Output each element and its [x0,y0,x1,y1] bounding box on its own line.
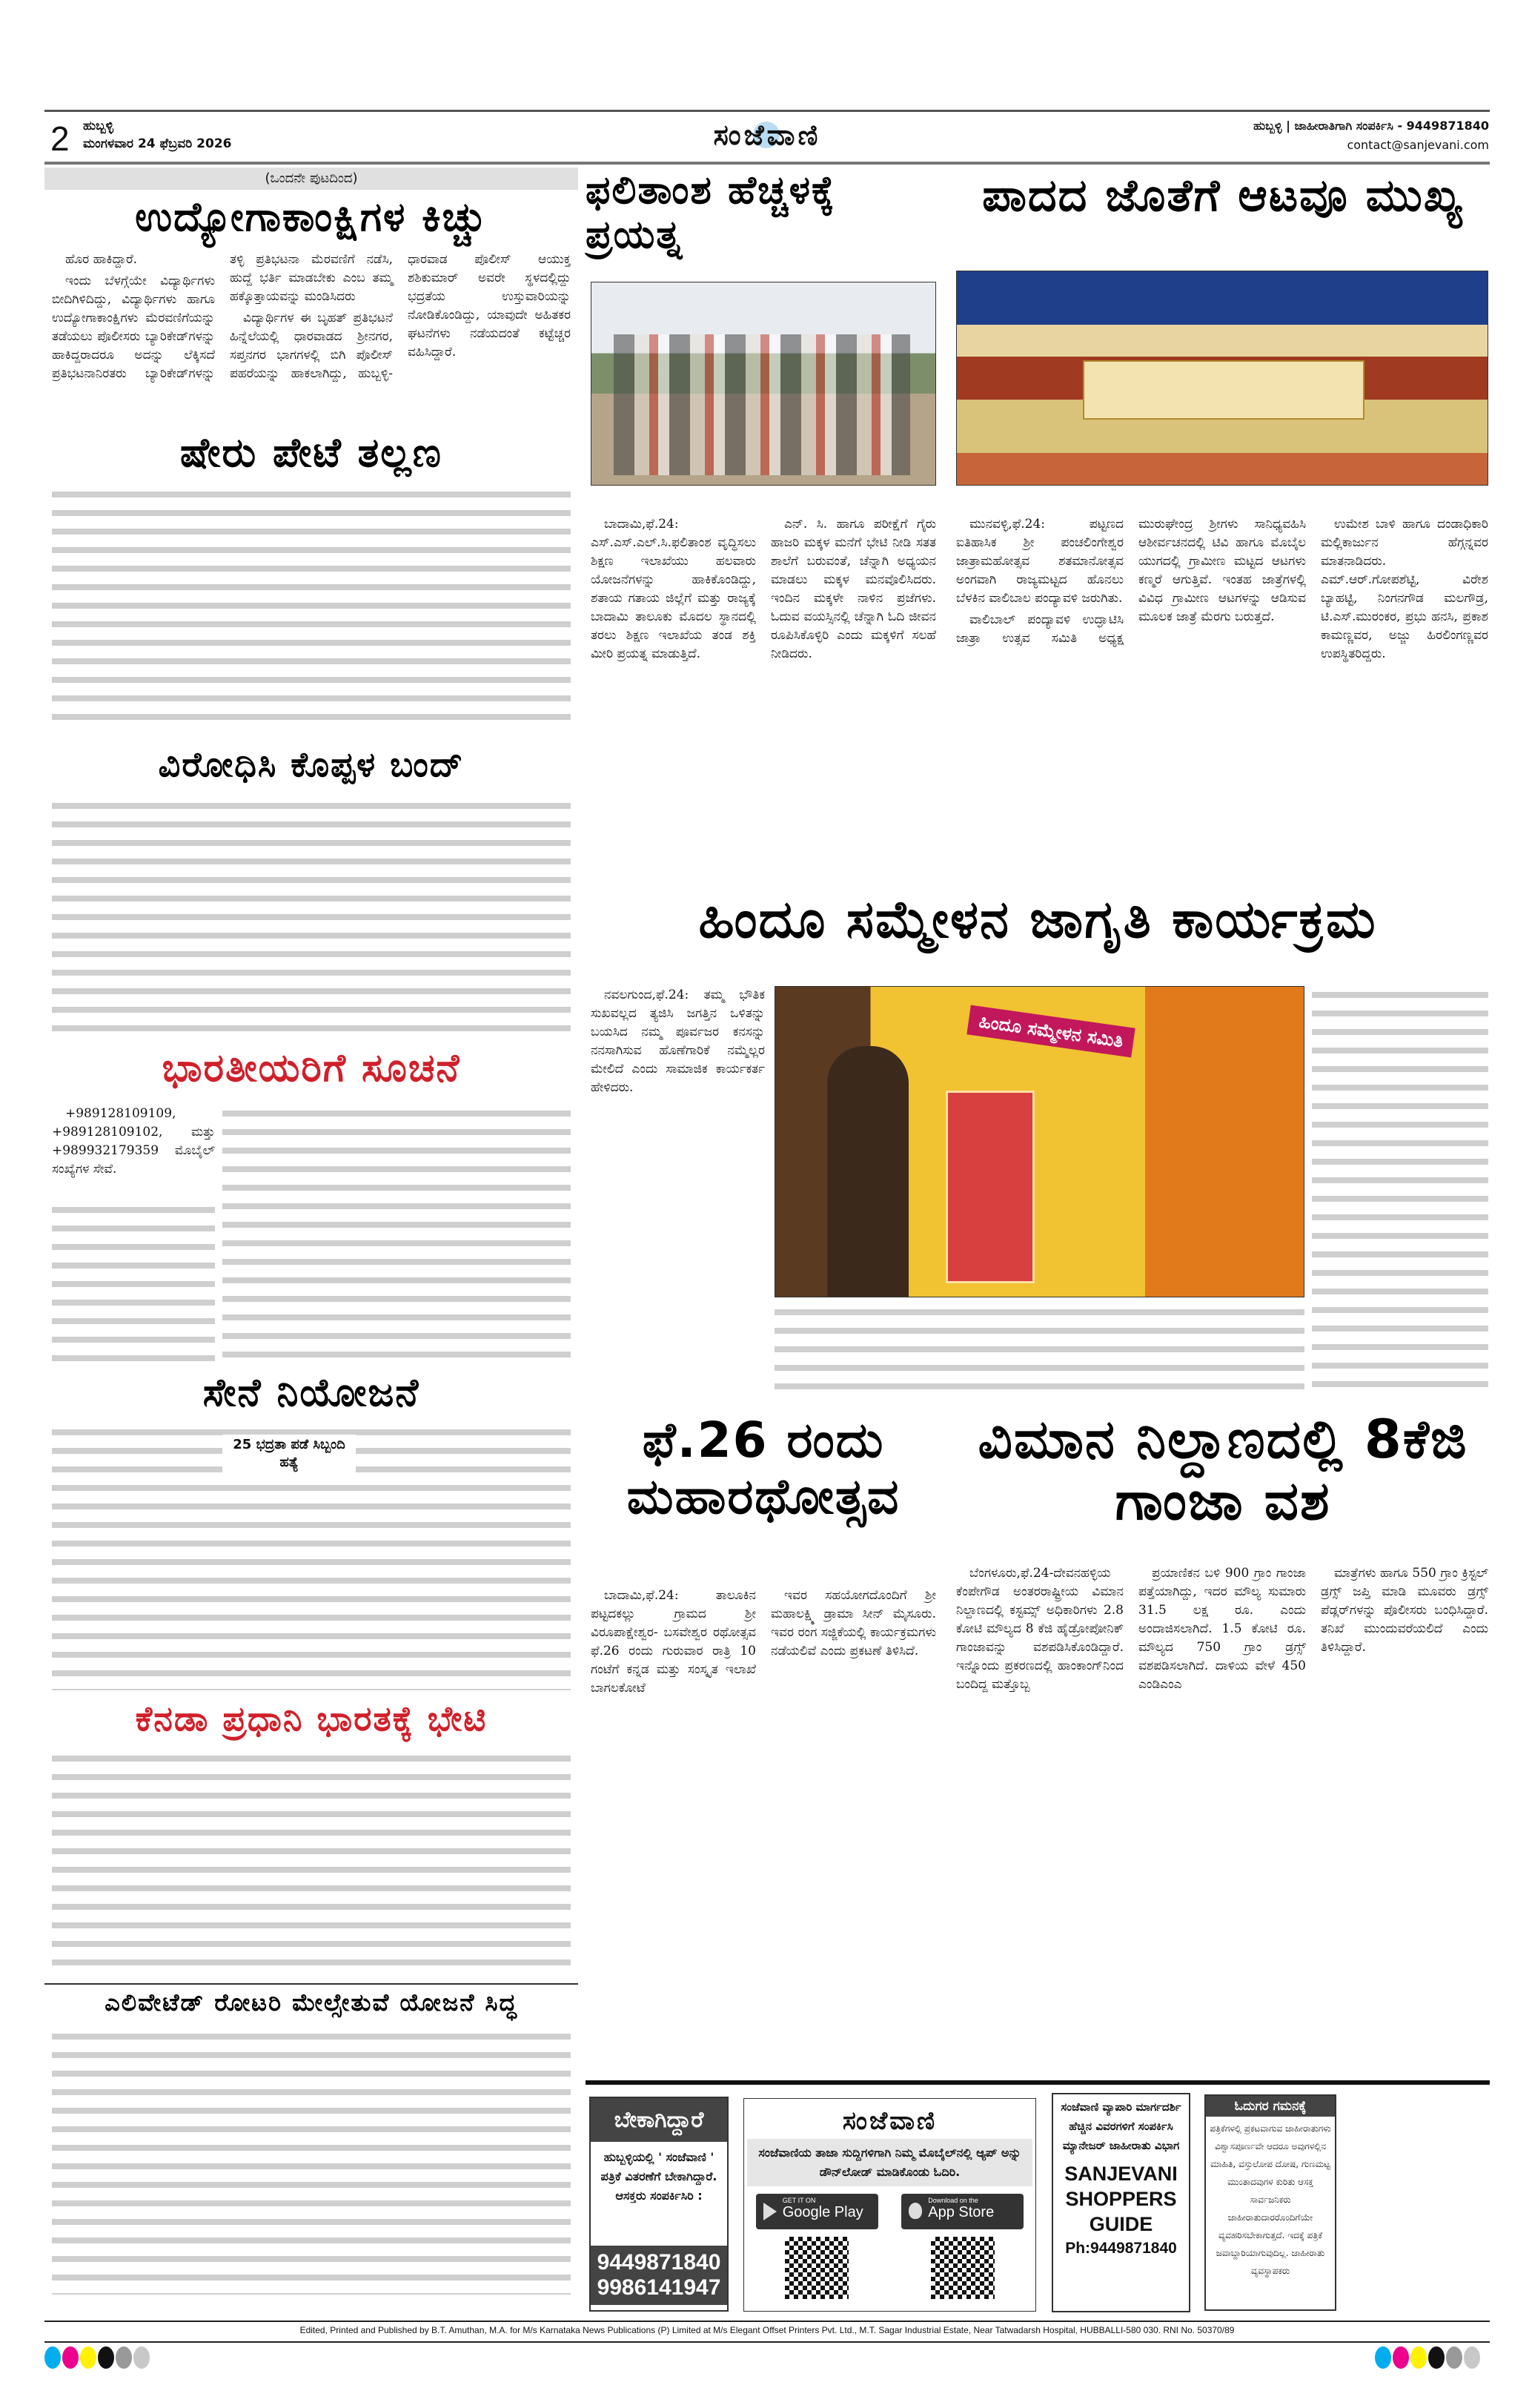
ad-app-download: ಸಂಜೆವಾಣಿ ಸಂಜೆವಾಣಿಯ ತಾಜಾ ಸುದ್ದಿಗಳಿಗಾಗಿ ನಿಮ್ಮ ಮೊಬೈಲ್‌ನಲ್ಲಿ ಆ್ಯಪ್ ಅನ್ನು ಡೌನ್‌ಲೋಡ್ ಮಾಡಿಕೊಂಡು ಓದಿರಿ. GET IT ON Google Play Download on the App Store [743,2098,1036,2312]
article-job-aspirants: ಹೊರ ಹಾಕಿದ್ದಾರೆ. ಇಂದು ಬೆಳಗ್ಗೆಯೇ ವಿದ್ಯಾರ್ಥಿಗಳು ಬೀದಿಗಿಳಿದಿದ್ದು, ವಿದ್ಯಾರ್ಥಿಗಳು ಹಾಗೂ ಉದ್ಯೋಗಾಕಾಂಕ್ಷಿಗಳು ಮೆರವಣಿಗೆಯನ್ನು ತಡೆಯಲು ಪೊಲೀಸರು ಬ್ಯಾರಿಕೇಡ್‌ಗಳನ್ನು ಹಾಕಿದ್ದರಾದರೂ ಅದನ್ನು ಲೆಕ್ಕಿಸದೆ ಪ್ರತಿಭಟನಾನಿರತರು ಬ್ಯಾರಿಕೇಡ್‌ಗಳನ್ನು ತಳ್ಳಿ ಪ್ರತಿಭಟನಾ ಮೆರವಣಿಗೆ ನಡೆಸಿ, ಹುದ್ದೆ ಭರ್ತಿ ಮಾಡಬೇಕು ಎಂಬ ತಮ್ಮ ಹಕ್ಕೊತ್ತಾಯವನ್ನು ಮಂಡಿಸಿದರು ವಿದ್ಯಾರ್ಥಿಗಳ ಈ ಬೃಹತ್ ಪ್ರತಿಭಟನೆ ಹಿನ್ನೆಲೆಯಲ್ಲಿ ಧಾರವಾಡದ ಶ್ರೀನಗರ, ಸಪ್ತನಗರ ಭಾಗಗಳಲ್ಲಿ ಬಿಗಿ ಪೊಲೀಸ್ ಪಹರೆಯನ್ನು ಹಾಕಲಾಗಿದ್ದು, ಹುಬ್ಬಳ್ಳಿ-ಧಾರವಾಡ ಪೊಲೀಸ್ ಆಯುಕ್ತ ಶಶಿಕುಮಾರ್ ಅವರೇ ಸ್ಥಳದಲ್ಲಿದ್ದು ಭದ್ರತೆಯ ಉಸ್ತುವಾರಿಯನ್ನು ನೋಡಿಕೊಂಡಿದ್ದು, ಯಾವುದೇ ಅಹಿತಕರ ಘಟನೆಗಳು ನಡೆಯದಂತೆ ಕಟ್ಟೆಚ್ಚರ ವಹಿಸಿದ್ದಾರೆ. [52,252,571,381]
headline-army-deployment: ಸೇನೆ ನಿಯೋಜನೆ [202,1371,420,1415]
ad-contact-line: ಹುಬ್ಬಳ್ಳಿ | ಜಾಹೀರಾತಿಗಾಗಿ ಸಂಪರ್ಕಿಸಿ - 9449871840 [1253,119,1489,133]
body-placeholder [52,1201,215,1364]
photo-hindu-sammelana-stage [775,986,1304,1297]
body-placeholder [52,486,571,730]
registration-marks-right [1375,2346,1482,2372]
body-placeholder [52,2028,571,2295]
body-placeholder [1312,986,1488,1394]
headline-canada-pm: ಕೆನಡಾ ಪ್ರಧಾನಿ ಭಾರತಕ್ಕೆ ಭೇಟಿ [135,1698,488,1739]
headline-hindu-sammelana: ಹಿಂದೂ ಸಮ್ಮೇಳನ ಜಾಗೃತಿ ಕಾರ್ಯಕ್ರಮ [698,889,1377,950]
google-play-button[interactable]: GET IT ON Google Play [756,2194,878,2229]
headline-notice-indians: ಭಾರತೀಯರಿಗೆ ಸೂಚನೆ [162,1046,461,1091]
shoppers-phone[interactable]: Ph:9449871840 [1065,2240,1177,2257]
edition-city: ಹುಬ್ಬಳ್ಳಿ [83,119,113,133]
photo-volleyball-event [956,271,1488,486]
body-placeholder [52,1750,571,1972]
article-sports-important: ಮುನವಳ್ಳಿ,ಫೆ.24: ಪಟ್ಟಣದ ಐತಿಹಾಸಿಕ ಶ್ರೀ ಪಂಚಲಿಂಗೇಶ್ವರ ಜಾತ್ರಾಮಹೋತ್ಸವ ಶತಮಾನೋತ್ಸವ ಅಂಗವಾಗಿ ರಾಜ್ಯಮಟ್ಟದ ಹೊನಲು ಬೆಳಕಿನ ವಾಲಿಬಾಲ ಪಂದ್ಯಾವಳಿ ಜರುಗಿತು. ವಾಲಿಬಾಲ್ ಪಂದ್ಯಾವಳಿ ಉದ್ಘಾಟಿಸಿ ಜಾತ್ರಾ ಉತ್ಸವ ಸಮಿತಿ ಅಧ್ಯಕ್ಷ ಮುರುಘೇಂದ್ರ ಶ್ರೀಗಳು ಸಾನಿಧ್ಯವಹಿಸಿ ಆಶೀರ್ವಚನದಲ್ಲಿ ಟಿವಿ ಹಾಗೂ ಮೊಬೈಲ ಯುಗದಲ್ಲಿ ಗ್ರಾಮೀಣ ಮಟ್ಟದ ಆಟಗಳು ಕಣ್ಮರೆ ಆಗುತ್ತಿವೆ. ಇಂತಹ ಜಾತ್ರೆಗಳಲ್ಲಿ ವಿವಿಧ ಗ್ರಾಮೀಣ ಆಟಗಳನ್ನು ಆಡಿಸುವ ಮೂಲಕ ಜಾತ್ರೆ ಮೆರಗು ಬರುತ್ತದೆ. ಉಮೇಶ ಬಾಳಿ ಹಾಗೂ ದಂಡಾಧಿಕಾರಿ ಮಲ್ಲಿಕಾರ್ಜುನ ಹೆಗ್ಗನ್ನವರ ಮಾತನಾಡಿದರು. ಎಮ್.ಆರ್.ಗೋಪಶೆಟ್ಟಿ, ವಿರೇಶ ಬ್ಯಾಹಟ್ಟಿ, ನಿಂಗನಗೌಡ ಮಲಗೌಡ್ರ, ಟಿ.ಎಸ್.ಮುರಂಕರ, ಪ್ರಭು ಹನಸಿ, ಪ್ರಕಾಶ ಕಾಮಣ್ಣವರ, ಅಜ್ಜು ಹಿರಲಿಂಗಣ್ಣವರ ಉಪಸ್ಥಿತರಿದ್ದರು. [956,517,1488,661]
headline-results-effort: ಫಲಿತಾಂಶ ಹೆಚ್ಚಳಕ್ಕೆ ಪ್ರಯತ್ನ [586,168,836,257]
imprint-line: Edited, Printed and Published by B.T. Amuthan, M.A. for M/s Karnataka News Publications (P) Limited at M/s Elegant Offset Printers Pvt. Ltd., M.T. Sagar Industrial Estate, Near Tatwadarsh Hospital, HUBBALLI-580 030. RNI No. 50370/89 [299,2325,1235,2335]
headline-job-aspirants: ಉದ್ಯೋಗಾಕಾಂಕ್ಷಿಗಳ ಕಿಚ್ಚು [135,194,488,240]
ads-divider [586,2080,1490,2085]
article-airport-ganja: ಬೆಂಗಳೂರು,ಫೆ.24-ದೇವನಹಳ್ಳಿಯ ಕೆಂಪೇಗೌಡ ಅಂತರರಾಷ್ಟ್ರೀಯ ವಿಮಾನ ನಿಲ್ದಾಣದಲ್ಲಿ ಕಸ್ಟಮ್ಸ್ ಅಧಿಕಾರಿಗಳು 2.8 ಕೋಟಿ ಮೌಲ್ಯದ 8 ಕೆಜಿ ಹೈಡ್ರೋಪೋನಿಕ್ ಗಾಂಜಾವನ್ನು ವಶಪಡಿಸಿಕೊಂಡಿದ್ದಾರೆ. ಇನ್ನೊಂದು ಪ್ರಕರಣದಲ್ಲಿ ಹಾಂಕಾಂಗ್‌ನಿಂದ ಬಂದಿದ್ದ ಮತ್ತೊಬ್ಬ ಪ್ರಯಾಣಿಕನ ಬಳಿ 900 ಗ್ರಾಂ ಗಾಂಜಾ ಪತ್ತೆಯಾಗಿದ್ದು, ಇದರ ಮೌಲ್ಯ ಸುಮಾರು 31.5 ಲಕ್ಷ ರೂ. ಎಂದು ಅಂದಾಜಿಸಲಾಗಿದೆ. 1.5 ಕೋಟಿ ರೂ. ಮೌಲ್ಯದ 750 ಗ್ರಾಂ ಡ್ರಗ್ಸ್ ವಶಪಡಿಸಲಾಗಿದೆ. ದಾಳಿಯ ವೇಳೆ 450 ಎಂಡಿಎಂಎ ಮಾತ್ರೆಗಳು ಹಾಗೂ 550 ಗ್ರಾಂ ಕ್ರಿಸ್ಟಲ್ ಡ್ರಗ್ಸ್ ಜಪ್ತಿ ಮಾಡಿ ಮೂವರು ಡ್ರಗ್ಸ್ ಪೆಡ್ಲರ್‌ಗಳನ್ನು ಪೊಲೀಸರು ಬಂಧಿಸಿದ್ದಾರೆ. ತನಿಖೆ ಮುಂದುವರೆಯಲಿದೆ ಎಂದು ತಿಳಿಸಿದ್ದಾರೆ. [956,1566,1488,1692]
article-hindu-sammelana: ನವಲಗುಂದ,ಫೆ.24: ತಮ್ಮ ಭೌತಿಕ ಸುಖವಲ್ಲದ ತ್ಯಜಿಸಿ ಜಗತ್ತಿನ ಒಳಿತನ್ನು ಬಯಸಿದ ನಮ್ಮ ಪೂರ್ವಜರ ಕನಸನ್ನು ನನಸಾಗಿಸುವ ಹೊಣೆಗಾರಿಕೆ ನಮ್ಮೆಲ್ಲರ ಮೇಲಿದೆ ಎಂದು ಸಾಮಾಜಿಕ ಕಾರ್ಯಕರ್ತ ಹೇಳಿದರು. [591,988,765,1095]
article-maharathotsava: ಬಾದಾಮಿ,ಫೆ.24: ತಾಲೂಕಿನ ಪಟ್ಟದಕಲ್ಲು ಗ್ರಾಮದ ಶ್ರೀ ವಿರೂಪಾಕ್ಷೇಶ್ವರ- ಬಸವೇಶ್ವರ ರಥೋತ್ಸವ ಫೆ.26 ರಂದು ಗುರುವಾರ ರಾತ್ರಿ 10 ಗಂಟೆಗೆ ಕನ್ನಡ ಮತ್ತು ಸಂಸ್ಕೃತ ಇಲಾಖೆ ಬಾಗಲಕೋಟೆ ಇವರ ಸಹಯೋಗದೊಂದಿಗೆ ಶ್ರೀ ಮಹಾಲಕ್ಷ್ಮಿ ಡ್ರಾಮಾ ಸೀನ್ ಮೈಸೂರು. ಇವರ ರಂಗ ಸಜ್ಜಿಕೆಯಲ್ಲಿ ಕಾರ್ಯಕ್ರಮಗಳು ನಡೆಯಲಿವೆ ಎಂದು ಪ್ರಕಟಣೆ ತಿಳಿಸಿದೆ. [591,1588,936,1696]
body-placeholder [222,1105,571,1364]
photo-officials-school [591,282,936,486]
registration-marks-left [44,2346,151,2372]
page-number: 2 [50,119,70,158]
headline-koppal-bandh: ವಿರೋಧಿಸಿ ಕೊಪ್ಪಳ ಬಂದ್ [158,744,465,784]
apple-icon [909,2203,922,2219]
edition-date: ಮಂಗಳವಾರ 24 ಫೆಬ್ರವರಿ 2026 [83,136,232,151]
headline-share-market: ಷೇರು ಪೇಟೆ ತಲ್ಲಣ [180,429,442,476]
article-notice-indians: +989128109109, +989128109102, ಮತ್ತು +989932179359 ಮೊಬೈಲ್ ಸಂಖ್ಯೆಗಳ ಸೇವೆ. [52,1106,215,1177]
headline-airport-ganja: ವಿಮಾನ ನಿಲ್ದಾಣದಲ್ಲಿ 8ಕೆಜಿ ಗಾಂಜಾ ವಶ [978,1408,1468,1532]
masthead-logo: ಸಂಜೆವಾಣಿ [713,118,821,151]
ad-wanted: ಬೇಕಾಗಿದ್ದಾರೆ ಹುಬ್ಬಳ್ಳಿಯಲ್ಲಿ ' ಸಂಜೆವಾಣಿ ' ಪತ್ರಿಕೆ ವಿತರಣೆಗೆ ಬೇಕಾಗಿದ್ದಾರೆ. ಆಸಕ್ತರು ಸಂಪರ್ಕಿಸಿರಿ : 9449871840 9986141947 [589,2097,729,2312]
subhead-security-killed: 25 ಭದ್ರತಾ ಪಡೆ ಸಿಬ್ಬಂದಿ ಹತ್ಯೆ [222,1435,356,1473]
body-placeholder [52,797,571,1034]
ad-shoppers-guide: ಸಂಜೆವಾಣಿ ವ್ಯಾಪಾರಿ ಮಾರ್ಗದರ್ಶಿ ಹೆಚ್ಚಿನ ವಿವರಗಳಿಗೆ ಸಂಪರ್ಕಿಸಿ ಮ್ಯಾನೇಜರ್ ಜಾಹೀರಾತು ವಿಭಾಗ SANJEVANI SHOPPERS GUIDE Ph:9449871840 [1052,2093,1190,2312]
headline-maharathotsava: ಫೆ.26 ರಂದು ಮಹಾರಥೋತ್ಸವ [626,1412,901,1525]
play-icon [763,2203,777,2220]
qr-code-app-store[interactable] [931,2237,995,2299]
qr-code-google-play[interactable] [785,2237,849,2299]
body-placeholder [775,1303,1304,1392]
wanted-phone-2[interactable]: 9986141947 [597,2275,721,2300]
ad-readers-notice: ಓದುಗರ ಗಮನಕ್ಕೆ ಪತ್ರಿಕೆಗಳಲ್ಲಿ ಪ್ರಕಟವಾಗುವ ಜಾಹೀರಾತುಗಳು ವಿಶ್ವಾಸಪೂರ್ಣವೇ ಆದರೂ ಅವುಗಳಲ್ಲಿನ ಮಾಹಿತಿ, ವಸ್ತುಲೋಪ ದೋಷ, ಗುಣಮಟ್ಟ ಮುಂತಾದವುಗಳ ಕುರಿತು ಆಸಕ್ತ ಸಾರ್ವಜನಿಕರು ಜಾಹೀರಾತುದಾರರೊಂದಿಗೆಯೇ ವ್ಯವಹರಿಸಬೇಕಾಗುತ್ತದೆ. ಇದಕ್ಕೆ ಪತ್ರಿಕೆ ಜವಾಬ್ದಾರಿಯಾಗುವುದಿಲ್ಲ. ಜಾಹೀರಾತು ವ್ಯವಸ್ಥಾಪಕರು [1204,2094,1336,2311]
headline-elevated-flyover-box [44,1983,578,2017]
continued-label: (ಒಂದನೇ ಪುಟದಿಂದ) [44,168,578,190]
headline-sports-important: ಪಾದದ ಜೊತೆಗೆ ಆಟವೂ ಮುಖ್ಯ [982,170,1464,222]
contact-email[interactable]: contact@sanjevani.com [1347,138,1489,152]
stage-banner-text: ಹಿಂದೂ ಸಮ್ಮೇಳನ ಸಮಿತಿ [966,1005,1135,1058]
article-results-effort: ಬಾದಾಮಿ,ಫೆ.24: ಎಸ್.ಎಸ್.ಎಲ್.ಸಿ.ಫಲಿತಾಂಶ ವೃದ್ಧಿಸಲು ಶಿಕ್ಷಣ ಇಲಾಖೆಯು ಹಲವಾರು ಯೋಜನೆಗಳನ್ನು ಹಾಕಿಕೊಂಡಿದ್ದು, ಶತಾಯ ಗತಾಯ ಜಿಲ್ಲೆಗೆ ಮತ್ತು ರಾಜ್ಯಕ್ಕೆ ಬಾದಾಮಿ ತಾಲೂಕು ಮೊದಲ ಸ್ಥಾನದಲ್ಲಿ ತರಲು ಶಿಕ್ಷಣ ಇಲಾಖೆಯ ತಂಡ ಶಕ್ತಿ ಮೀರಿ ಪ್ರಯತ್ನ ಮಾಡುತ್ತಿದೆ. ಎನ್. ಸಿ. ಹಾಗೂ ಪರೀಕ್ಷೆಗೆ ಗೈರು ಹಾಜರಿ ಮಕ್ಕಳ ಮನೆಗೆ ಭೇಟಿ ನೀಡಿ ಸತತ ಶಾಲೆಗೆ ಬರುವಂತೆ, ಚೆನ್ನಾಗಿ ಅಧ್ಯಯನ ಮಾಡಲು ಮಕ್ಕಳ ಮನವೊಲಿಸಿದರು. ಇಂದಿನ ಮಕ್ಕಳೇ ನಾಳಿನ ಪ್ರಜೆಗಳು. ಓದುವ ವಯಸ್ಸಿನಲ್ಲಿ ಚೆನ್ನಾಗಿ ಓದಿ ಜೀವನ ರೂಪಿಸಿಕೊಳ್ಳಿರಿ ಎಂದು ಮಕ್ಕಳಿಗೆ ಸಲಹೆ ನೀಡಿದರು. [591,517,936,661]
app-store-button[interactable]: Download on the App Store [901,2194,1024,2229]
wanted-phone-1[interactable]: 9449871840 [597,2250,721,2275]
headline-elevated-flyover: ಎಲಿವೇಟೆಡ್ ರೋಟರಿ ಮೇಲ್ಸೇತುವೆ ಯೋಜನೆ ಸಿದ್ಧ [105,1988,518,2017]
